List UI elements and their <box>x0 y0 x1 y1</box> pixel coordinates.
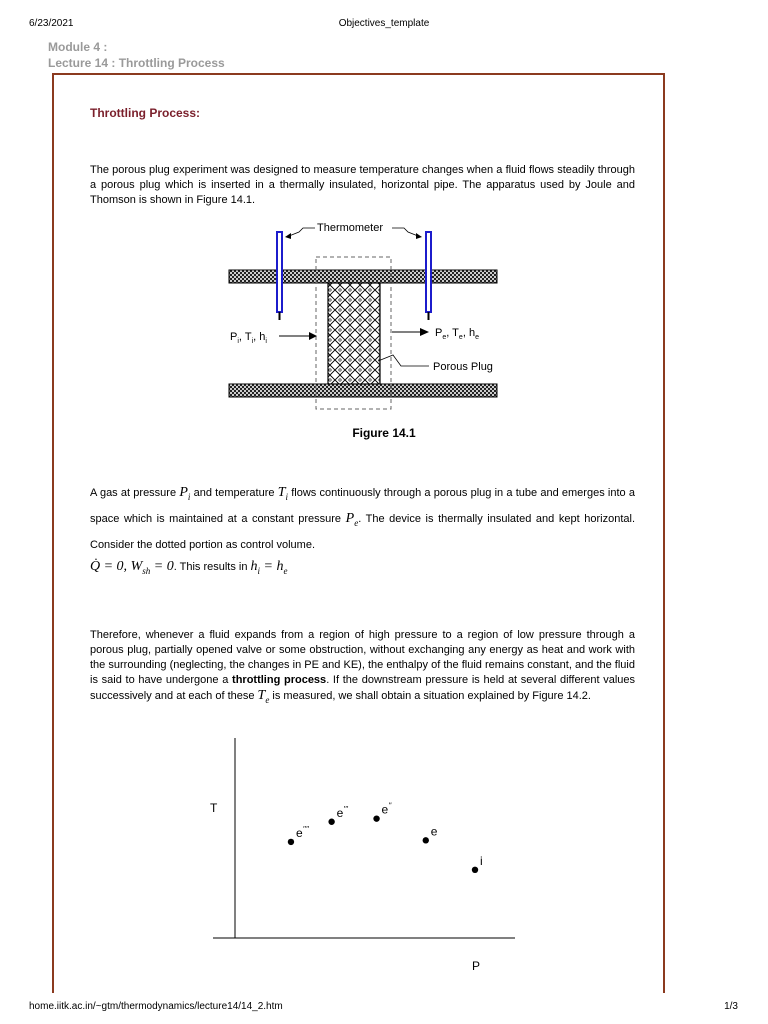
state-point-1 <box>328 819 334 825</box>
symbol-ti: $T_i$ <box>277 485 289 502</box>
footer-url: home.iitk.ac.in/~gtm/thermodynamics/lecture14/14_2.htm <box>29 1001 283 1012</box>
porous-plug-pointer <box>378 355 429 366</box>
print-page-title: Objectives_template <box>338 18 430 29</box>
symbol-pe: $P_e$ <box>345 510 359 528</box>
pipe-top-wall <box>229 270 497 283</box>
porous-plug <box>328 283 380 384</box>
thermometer-pointer-right <box>392 228 418 236</box>
thermometer-left-icon <box>277 232 282 320</box>
symbol-te: $T_e$ <box>257 688 270 705</box>
state-point-0 <box>288 839 294 845</box>
state-point-label-4: i <box>480 853 483 868</box>
figure-14-1 <box>215 215 515 420</box>
state-point-2 <box>373 815 379 821</box>
figure-14-1-caption: Figure 14.1 <box>352 426 416 440</box>
state-point-3 <box>423 837 429 843</box>
gas-paragraph: A gas at pressure $P_i$ and temperature $T_i$ flows continuously through a porous plug in a tube and emerges into a space which is maintained at a constant pressure $P_e$. The device is thermally insulated and kept horizontal. Consider the dotted portion as control volume. <box>90 485 635 551</box>
energy-equation: Q̇ = 0, $W_{sh} = 0$. This results in $h_i = h_e$ <box>90 559 288 576</box>
section-title: Throttling Process: <box>90 106 201 120</box>
state-point-label-0: e'''' <box>295 824 309 840</box>
state-point-label-3: e <box>430 824 438 839</box>
figure-14-2 <box>195 735 535 980</box>
print-date: 6/23/2021 <box>29 18 74 29</box>
pipe-bottom-wall <box>229 384 497 397</box>
exit-state-label: $P_e$, $T_e$, $h_e$ <box>435 327 479 341</box>
thermometer-right-icon <box>426 232 431 320</box>
module-heading <box>48 39 225 71</box>
state-point-label-1: e''' <box>336 804 348 820</box>
porous-plug-label: Porous Plug <box>433 361 493 373</box>
thermometer-pointer-left <box>289 228 315 236</box>
intro-paragraph: The porous plug experiment was designed to measure temperature changes when a fluid flows steadily through a porous plug which is inserted in a thermally insulated, horizontal pipe. The apparatus used by Joule and Thomson is shown in Figure 14.1. <box>90 164 635 206</box>
throttling-paragraph: Therefore, whenever a fluid expands from a region of high pressure to a region of low pressure through a porous plug, partially opened valve or some obstruction, without exchanging any energy as heat and work with the surrounding (neglecting, the changes in PE and KE), the enthalpy of the fluid remains constant, and the fluid is said to have undergone a throttling process. If the downstream pressure is held at several different values successively and at each of these $T_e$ is measured, we shall obtain a situation explained by Figure 14.2. <box>90 629 635 705</box>
y-axis-label: T <box>210 801 218 815</box>
lecture-title: Lecture 14 : Throttling Process <box>48 56 225 70</box>
footer-page-number: 1/3 <box>724 1001 738 1012</box>
state-point-label-2: e'' <box>381 801 392 817</box>
throttling-process-term: throttling process <box>232 674 327 686</box>
thermometer-label: Thermometer <box>317 222 384 234</box>
inlet-state-label: $P_i$, $T_i$, $h_i$ <box>230 331 267 345</box>
symbol-pi: $P_i$ <box>179 485 191 502</box>
module-number: Module 4 : <box>48 40 108 54</box>
x-axis-label: P <box>472 959 481 973</box>
state-point-4 <box>472 867 478 873</box>
